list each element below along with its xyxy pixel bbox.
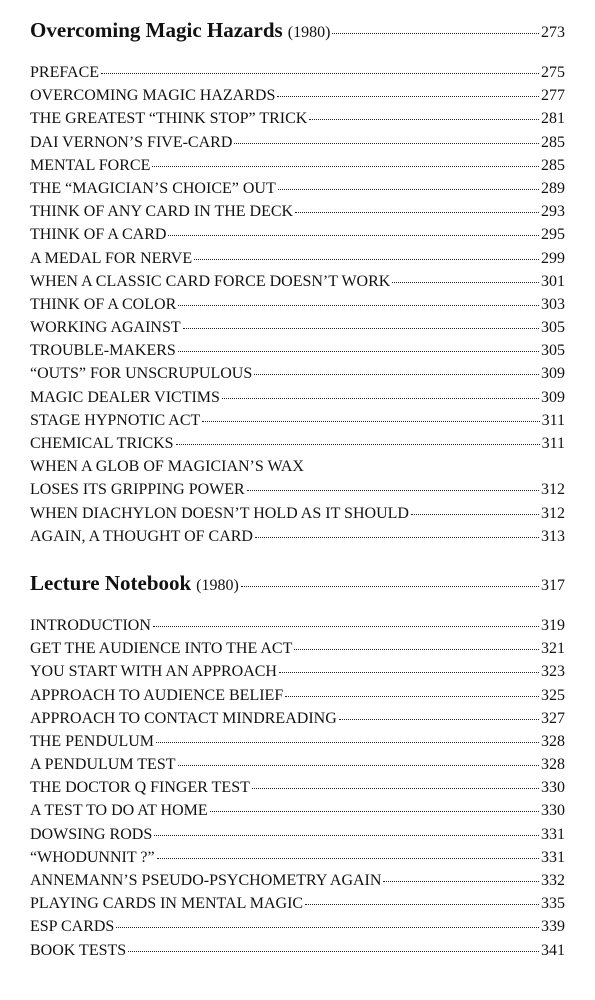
- entry-page-number: 295: [541, 226, 565, 244]
- dot-leader: [210, 810, 539, 812]
- entry-page-number: 325: [541, 686, 565, 704]
- toc-entry: [30, 226, 565, 249]
- entry-page-number: 331: [541, 825, 565, 843]
- entry-page-number: 312: [541, 481, 565, 499]
- toc-entry: [30, 157, 565, 180]
- entry-title: WORKING AGAINST: [30, 319, 181, 337]
- entry-title: BOOK TESTS: [30, 941, 127, 959]
- dot-leader: [178, 350, 539, 352]
- entry-title-first-line: WHEN A GLOB OF MAGICIAN’S WAX: [30, 458, 304, 476]
- toc-entry: [30, 756, 565, 779]
- entry-page-number: 321: [541, 640, 565, 658]
- dot-leader: [128, 950, 539, 952]
- toc-entry: [30, 942, 565, 965]
- dot-leader: [309, 118, 539, 120]
- toc-entry: [30, 481, 565, 504]
- entry-title: THE GREATEST “THINK STOP” TRICK: [30, 110, 308, 128]
- toc-entry: [30, 87, 565, 110]
- entry-page-number: 309: [541, 365, 565, 383]
- toc-entry: [30, 802, 565, 825]
- entry-title: MENTAL FORCE: [30, 156, 151, 174]
- toc-entry: [30, 296, 565, 319]
- dot-leader: [101, 72, 539, 74]
- toc-entry: [30, 505, 565, 528]
- entry-page-number: 327: [541, 709, 565, 727]
- entry-title: LOSES ITS GRIPPING POWER: [30, 481, 245, 499]
- entry-page-number: 335: [541, 895, 565, 913]
- entry-page-number: 289: [541, 179, 565, 197]
- toc-entry: [30, 849, 565, 872]
- toc-entry: [30, 180, 565, 203]
- dot-leader: [153, 625, 539, 627]
- section-year: (1980): [287, 24, 331, 41]
- dot-leader: [339, 718, 539, 720]
- entry-page-number: 303: [541, 295, 565, 313]
- entry-title: ANNEMANN’S PSEUDO-PSYCHOMETRY AGAIN: [30, 872, 382, 889]
- toc-entry: [30, 826, 565, 849]
- entry-page-number: 305: [541, 342, 565, 360]
- entry-title: “OUTS” FOR UNSCRUPULOUS: [30, 365, 253, 383]
- toc-entry: [30, 687, 565, 710]
- dot-leader: [295, 211, 539, 213]
- entry-title: MAGIC DEALER VICTIMS: [30, 388, 220, 406]
- toc-entry: [30, 640, 565, 663]
- entry-page-number: 312: [541, 504, 565, 522]
- entry-title: AGAIN, A THOUGHT OF CARD: [30, 527, 253, 545]
- entry-title: A PENDULUM TEST: [30, 756, 176, 774]
- toc-entry: [30, 319, 565, 342]
- entry-page-number: 332: [541, 872, 565, 889]
- entry-page-number: 277: [541, 87, 565, 105]
- entry-page-number: 285: [541, 133, 565, 151]
- toc-entry: [30, 733, 565, 756]
- dot-leader: [168, 234, 539, 236]
- entry-page-number: 305: [541, 319, 565, 337]
- dot-leader: [154, 834, 539, 836]
- dot-leader: [222, 397, 539, 399]
- dot-leader: [178, 304, 539, 306]
- dot-leader: [383, 880, 539, 882]
- dot-leader: [411, 513, 539, 515]
- dot-leader: [255, 536, 539, 538]
- toc-entry: [30, 110, 565, 133]
- entry-page-number: 299: [541, 249, 565, 267]
- entry-title: PLAYING CARDS IN MENTAL MAGIC: [30, 895, 304, 913]
- dot-leader: [176, 443, 540, 445]
- entry-page-number: 319: [541, 616, 565, 634]
- entry-title: STAGE HYPNOTIC ACT: [30, 411, 201, 429]
- entry-title: WHEN A CLASSIC CARD FORCE DOESN’T WORK: [30, 272, 391, 290]
- entry-page-number: 309: [541, 388, 565, 406]
- dot-leader: [157, 857, 539, 859]
- dot-leader: [294, 648, 539, 650]
- toc-entry: [30, 872, 565, 895]
- entry-title: TROUBLE-MAKERS: [30, 342, 176, 360]
- entry-title: THE PENDULUM: [30, 732, 154, 750]
- toc-entry: [30, 435, 565, 458]
- entry-title: APPROACH TO AUDIENCE BELIEF: [30, 686, 284, 704]
- dot-leader: [241, 585, 539, 587]
- dot-leader: [285, 695, 539, 697]
- section-page-number: 273: [541, 24, 565, 41]
- entry-title: CHEMICAL TRICKS: [30, 435, 174, 452]
- toc-entry: [30, 250, 565, 273]
- section-heading: [30, 571, 565, 601]
- entry-title: A MEDAL FOR NERVE: [30, 249, 193, 267]
- entry-title: YOU START WITH AN APPROACH: [30, 663, 277, 681]
- dot-leader: [252, 787, 539, 789]
- dot-leader: [194, 258, 539, 260]
- entry-title: THE “MAGICIAN’S CHOICE” OUT: [30, 179, 276, 197]
- toc-entry: [30, 895, 565, 918]
- toc-entry-first-line: [30, 458, 565, 481]
- dot-leader: [152, 165, 539, 167]
- entry-page-number: 330: [541, 779, 565, 797]
- entry-title: ESP CARDS: [30, 918, 115, 936]
- toc-entry: [30, 918, 565, 941]
- entry-title: APPROACH TO CONTACT MINDREADING: [30, 709, 337, 727]
- entry-page-number: 293: [541, 203, 565, 221]
- dot-leader: [278, 188, 539, 190]
- entry-page-number: 328: [541, 756, 565, 774]
- entry-title: PREFACE: [30, 64, 100, 81]
- dot-leader: [279, 671, 539, 673]
- dot-leader: [305, 903, 539, 905]
- entry-title: THE DOCTOR Q FINGER TEST: [30, 779, 250, 797]
- entry-page-number: 331: [541, 848, 565, 866]
- entry-page-number: 323: [541, 663, 565, 681]
- dot-leader: [116, 926, 539, 928]
- entry-title: OVERCOMING MAGIC HAZARDS: [30, 87, 276, 105]
- dot-leader: [178, 764, 540, 766]
- dot-leader: [392, 281, 539, 283]
- entry-title: INTRODUCTION: [30, 616, 151, 634]
- toc-entry: [30, 273, 565, 296]
- entry-title: A TEST TO DO AT HOME: [30, 802, 208, 820]
- toc-entry: [30, 389, 565, 412]
- section-title: Lecture Notebook: [30, 570, 192, 595]
- toc-entry: [30, 134, 565, 157]
- section-page-number: 317: [541, 576, 565, 594]
- entry-title: THINK OF A COLOR: [30, 295, 177, 313]
- toc-entry: [30, 617, 565, 640]
- section-heading: [30, 18, 565, 48]
- entry-page-number: 330: [541, 802, 565, 820]
- entry-title: “WHODUNNIT ?”: [30, 848, 155, 866]
- toc-entry: [30, 203, 565, 226]
- entry-page-number: 281: [541, 110, 565, 128]
- entry-page-number: 313: [541, 527, 565, 545]
- dot-leader: [183, 327, 539, 329]
- section-year: (1980): [196, 576, 239, 594]
- entry-page-number: 275: [541, 64, 565, 81]
- entry-title: WHEN DIACHYLON DOESN’T HOLD AS IT SHOULD: [30, 504, 409, 522]
- entry-page-number: 339: [541, 918, 565, 936]
- entry-page-number: 285: [541, 156, 565, 174]
- toc-entry: [30, 663, 565, 686]
- toc-entry: [30, 365, 565, 388]
- section-title: Overcoming Magic Hazards: [30, 18, 283, 42]
- toc-entry: [30, 710, 565, 733]
- toc-entry: [30, 342, 565, 365]
- dot-leader: [234, 142, 539, 144]
- entry-page-number: 341: [541, 941, 565, 959]
- dot-leader: [247, 489, 539, 491]
- entry-title: GET THE AUDIENCE INTO THE ACT: [30, 640, 293, 658]
- toc-entry: [30, 779, 565, 802]
- entry-title: THINK OF ANY CARD IN THE DECK: [30, 203, 294, 221]
- dot-leader: [254, 373, 539, 375]
- entry-title: THINK OF A CARD: [30, 226, 167, 244]
- dot-leader: [202, 420, 539, 422]
- dot-leader: [332, 32, 539, 34]
- entry-page-number: 328: [541, 732, 565, 750]
- dot-leader: [156, 741, 539, 743]
- toc-entry: [30, 528, 565, 551]
- entry-title: DOWSING RODS: [30, 825, 153, 843]
- entry-page-number: 311: [541, 411, 565, 429]
- entry-page-number: 311: [541, 435, 565, 452]
- dot-leader: [277, 95, 539, 97]
- toc-entry: [30, 412, 565, 435]
- toc-entry: [30, 64, 565, 87]
- entry-title: DAI VERNON’S FIVE-CARD: [30, 133, 233, 151]
- entry-page-number: 301: [541, 272, 565, 290]
